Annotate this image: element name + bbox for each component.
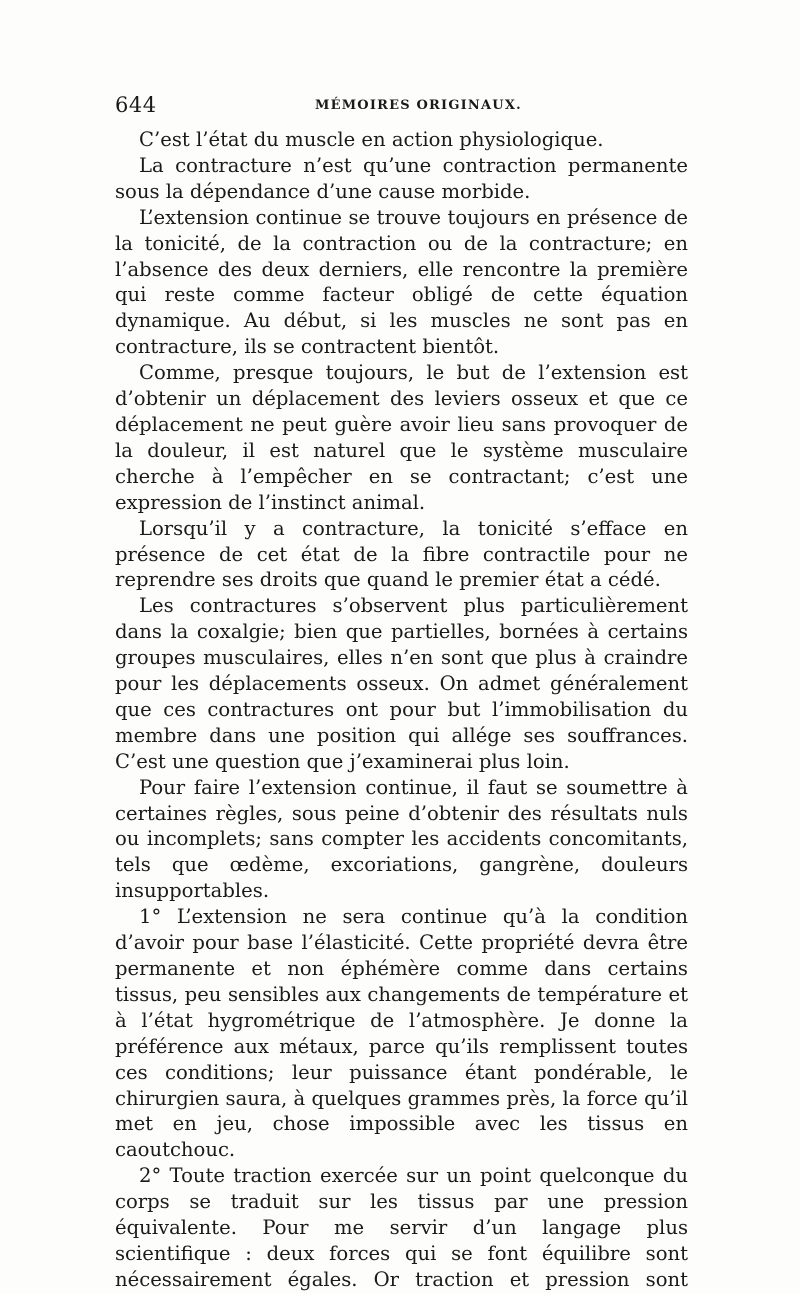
paragraph: C’est l’état du muscle en action physiologique. [139,128,604,151]
paragraph: Les contractures s’observent plus particulièrement dans la coxalgie; bien que partielles, bornées à certains groupes musculaires, elles n’en sont que plus à craindre pour les déplacements osseux. On admet généralement que ces contractures ont pour but l’immobilisation du membre dans une position qui allége ses souffrances. C’est une question que j’examinerai plus loin. [115,594,688,773]
paragraph: La contracture n’est qu’une contraction permanente sous la dépendance d’une cause morbide. [115,153,688,203]
page-number: 644 [115,93,157,117]
paragraph: Pour faire l’extension continue, il faut se soumettre à certaines règles, sous peine d’obtenir des résultats nuls ou incomplets; sans compter les accidents concomitants, tels que œdème, excoriations, gangrène, douleurs insupportables. [115,775,688,903]
paragraph: 1° L’extension ne sera continue qu’à la condition d’avoir pour base l’élasticité. Cette propriété devra être permanente et non éphémère comme dans certains tissus, peu sensibles aux changements de température et à l’état hygrométrique de l’atmosphère. Je donne la préférence aux métaux, parce qu’ils remplissent toutes ces conditions; leur puissance étant pondérable, le chirurgien saura, à quelques grammes près, la force qu’il met en jeu, chose impossible avec les tissus en caoutchouc. [115,905,688,1162]
paragraph: L’extension continue se trouve toujours en présence de la tonicité, de la contraction ou de la contracture; en l’absence des deux derniers, elle rencontre la première qui reste comme facteur obligé de cette équation dynamique. Au début, si les muscles ne sont pas en contracture, ils se contractent bientôt. [115,205,688,359]
body-text [115,127,688,1293]
page-header [115,93,688,127]
book-page [115,93,688,1293]
paragraph: 2° Toute traction exercée sur un point quelconque du corps se traduit sur les tissus par une pression équivalente. Pour me servir d’un langage plus scientifique : deux forces qui se font équilibre sont nécessairement égales. Or traction et pression sont [115,1164,688,1291]
paragraph: Lorsqu’il y a contracture, la tonicité s’efface en présence de cet état de la fibre contractile pour ne reprendre ses droits que quand le premier état a cédé. [115,516,688,592]
running-head: MÉMOIRES ORIGINAUX. [315,98,522,113]
paragraph: Comme, presque toujours, le but de l’extension est d’obtenir un déplacement des leviers osseux et que ce déplacement ne peut guère avoir lieu sans provoquer de la douleur, il est naturel que le système musculaire cherche à l’empêcher en se contractant; c’est une expression de l’instinct animal. [115,361,688,514]
